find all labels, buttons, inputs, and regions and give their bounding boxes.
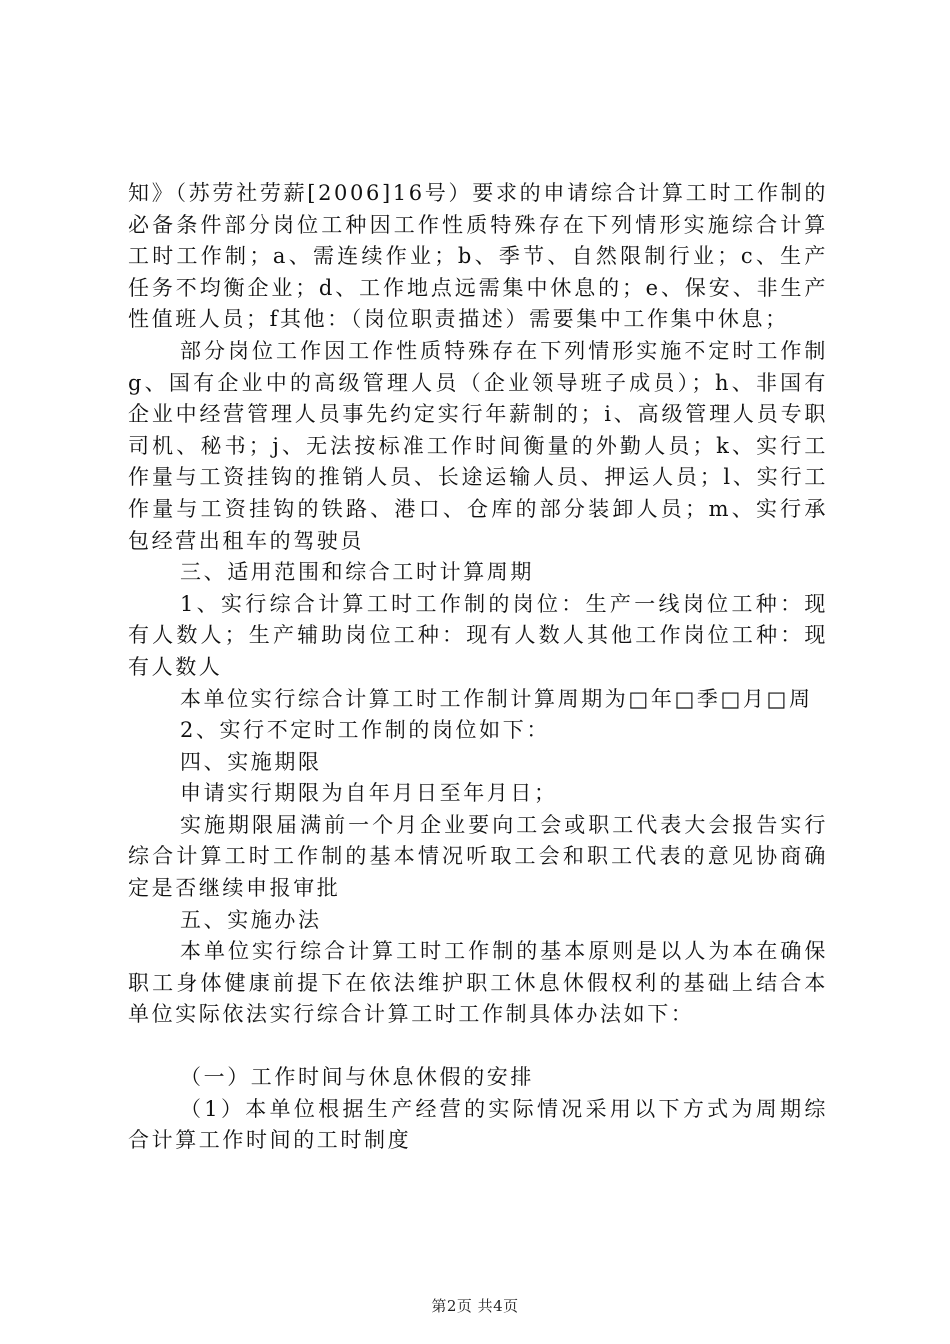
paragraph-term-expiry: 实施期限届满前一个月企业要向工会或职工代表大会报告实行综合计算工时工作制的基本情况听取工会和职工代表的意见协商确定是否继续申报审批: [128, 812, 828, 901]
paragraph-method-principle: 本单位实行综合计算工时工作制的基本原则是以人为本在确保职工身体健康前提下在依法维护职工休息休假权利的基础上结合本单位实际依法实行综合计算工时工作制具体办法如下：: [128, 939, 828, 1027]
blank-line: [128, 1031, 828, 1062]
paragraph-comprehensive-posts: 1、实行综合计算工时工作制的岗位：生产一线岗位工种：现有人数人；生产辅助岗位工种：现有人数人其他工作岗位工种：现有人数人: [128, 591, 828, 679]
document-body: [128, 178, 828, 1157]
paragraph-flexible-hours: 部分岗位工作因工作性质特殊存在下列情形实施不定时工作制g、国有企业中的高级管理人员（企业领导班子成员）；h、非国有企业中经营管理人员事先约定实行年薪制的；i、高级管理人员专职司机、秘书；j、无法按标准工作时间衡量的外勤人员；k、实行工作量与工资挂钩的推销人员、长途运输人员、押运人员；l、实行工作量与工资挂钩的铁路、港口、仓库的部分装卸人员；m、实行承包经营出租车的驾驶员: [128, 338, 828, 553]
paragraph-flexible-posts: 2、实行不定时工作制的岗位如下：: [180, 718, 550, 743]
paragraph-calc-period: 本单位实行综合计算工时工作制计算周期为□年□季□月□周: [180, 686, 813, 711]
subheading-work-rest: （一）工作时间与休息休假的安排: [180, 1065, 534, 1090]
page-footer: 第2页 共4页: [431, 1297, 519, 1315]
section-heading-term: 四、实施期限: [180, 749, 322, 774]
paragraph-continued-notice: 知》（苏劳社劳薪[2006]16号）要求的申请综合计算工时工作制的必备条件部分岗位工种因工作性质特殊存在下列情形实施综合计算工时工作制；a、需连续作业；b、季节、自然限制行业；c、生产任务不均衡企业；d、工作地点远需集中休息的；e、保安、非生产性值班人员；f其他：（岗位职责描述）需要集中工作集中休息；: [128, 181, 828, 332]
section-heading-method: 五、实施办法: [180, 907, 322, 932]
paragraph-term-dates: 申请实行期限为自年月日至年月日；: [180, 781, 558, 806]
paragraph-period-method: （1）本单位根据生产经营的实际情况采用以下方式为周期综合计算工作时间的工时制度: [128, 1096, 828, 1153]
section-heading-scope: 三、适用范围和综合工时计算周期: [180, 560, 534, 585]
